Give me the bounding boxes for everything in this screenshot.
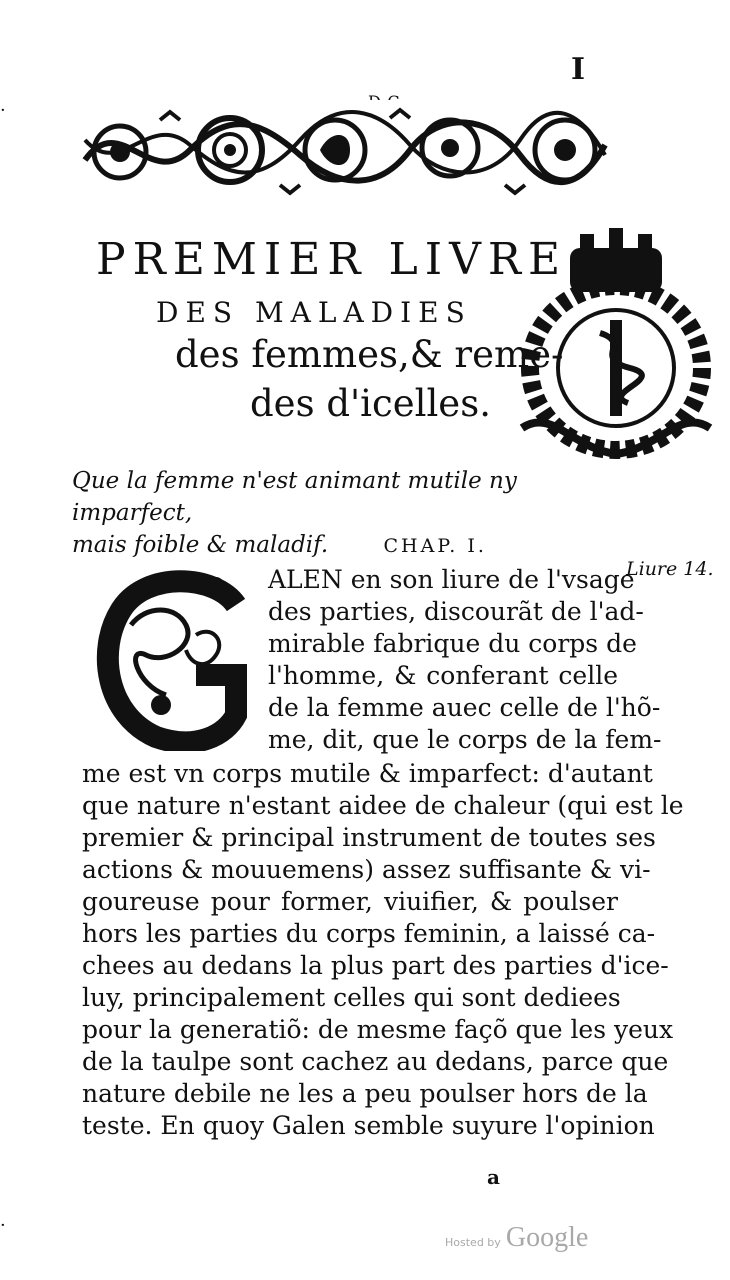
title-line-4: des d'icelles. [250,382,491,425]
hosted-by-google-watermark [445,1222,588,1254]
watermark-prefix: Hosted by [445,1236,501,1249]
watermark-brand: Google [505,1222,589,1253]
chapter-caption-line-1: Que la femme n'est animant mutile ny imparfect, [72,468,517,526]
title-line-1: PREMIER LIVRE [96,234,568,285]
body-line-3: mirable fabrique du corps de [268,629,637,658]
body-line-9: premier & principal instrument de toutes ses [82,823,656,852]
body-line-1: ALEN en son liure de l'vsage [268,565,635,594]
body-line-11: goureuse pour former, viuifier, & poulser [82,887,618,916]
title-line-3: des femmes,& reme- [175,333,564,376]
margin-note: Liure 14. [626,558,714,580]
body-line-17: nature debile ne les a peu poulser hors de la [82,1079,648,1108]
body-line-10: actions & mouuemens) assez suffisante & vi- [82,855,651,884]
body-line-2: des parties, discourãt de l'ad- [268,597,644,626]
body-line-12: hors les parties du corps feminin, a laissé ca- [82,919,656,948]
page-number: I [571,52,586,87]
body-line-7: me est vn corps mutile & imparfect: d'autant [82,759,653,788]
decorated-initial-icon [86,565,258,751]
scan-edge-mark-bottom: · [0,1215,6,1236]
body-line-15: pour la generatiõ: de mesme façõ que les yeux [82,1015,674,1044]
body-line-6: me, dit, que le corps de la fem- [268,725,662,754]
scan-edge-mark: · [0,100,6,121]
body-line-5: de la femme auec celle de l'hõ- [268,693,661,722]
chapter-caption [72,465,632,562]
chapter-caption-line-2: mais foible & maladif. [72,532,329,558]
title-line-2: DES MALADIES [156,296,472,329]
body-line-18: teste. En quoy Galen semble suyure l'opinion [82,1111,655,1140]
body-line-4: l'homme, & conferant celle [268,661,618,690]
body-line-13: chees au dedans la plus part des parties d'ice- [82,951,669,980]
body-line-16: de la taulpe sont cachez au dedans, parce que [82,1047,669,1076]
body-line-8: que nature n'estant aidee de chaleur (qui est le [82,791,684,820]
body-line-14: luy, principalement celles qui sont dediees [82,983,621,1012]
chapter-label: CHAP. I. [383,535,487,557]
library-stamp-icon [512,228,720,460]
catchword: a [487,1165,500,1189]
floral-headpiece-icon [80,100,610,200]
